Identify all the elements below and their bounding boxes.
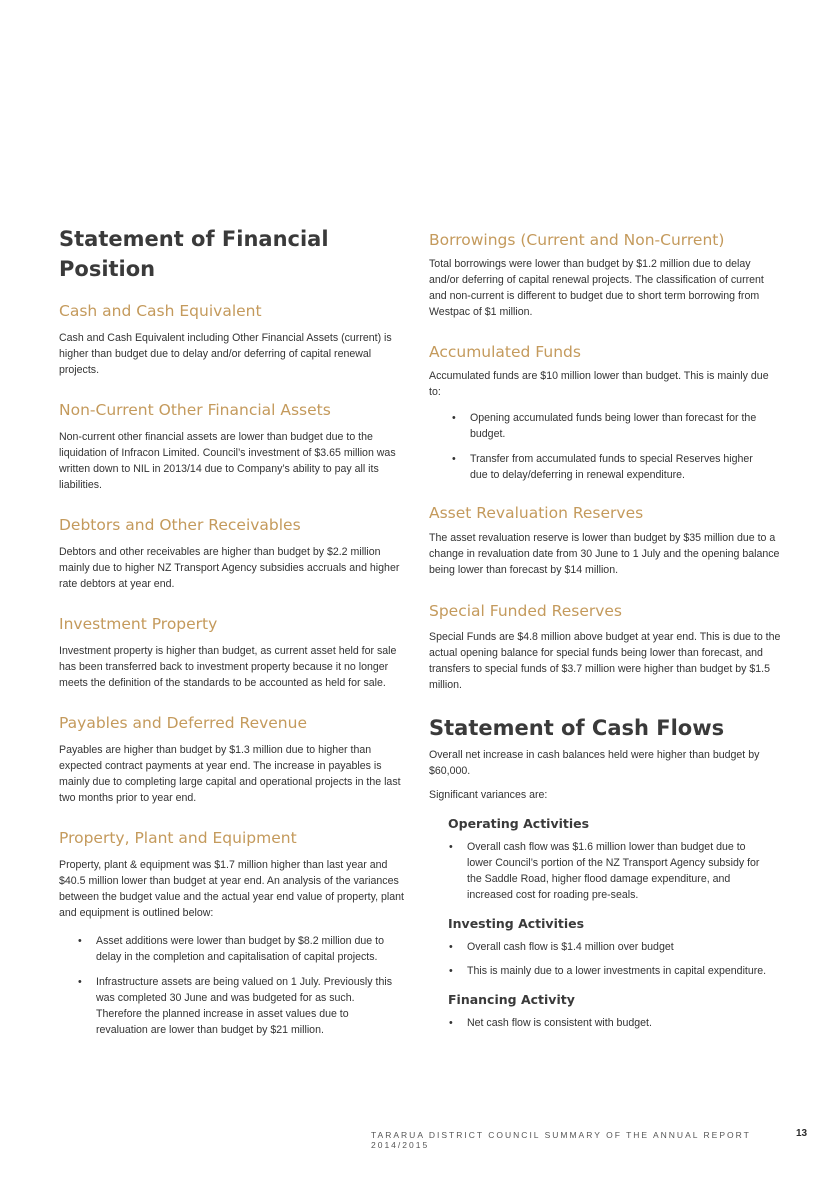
list-item: • Infrastructure assets are being valued on 1 July. Previously this was completed 30 June and was budgeted for as such. Therefore the planned increase in asset values due to revaluation are lower than budget by $21 million.: [96, 974, 396, 1038]
list-item: • Overall cash flow was $1.6 million lower than budget due to lower Council’s portion of the NZ Transport Agency subsidy for the Saddle Road, higher flood damage expenditure, and increased cost for roading pre-seals.: [467, 839, 767, 903]
page-number: 13: [796, 1128, 808, 1139]
section-text-accumulated-funds: Accumulated funds are $10 million lower than budget. This is mainly due to:: [429, 370, 769, 398]
section-text-cash: Cash and Cash Equivalent including Other Financial Assets (current) is higher than budget due to delay and/or deferring of capital renewal projects.: [59, 332, 392, 376]
investing-activities-heading: Investing Activities: [448, 916, 585, 931]
section-heading-ppe: Property, Plant and Equipment: [59, 829, 297, 847]
section-heading-special-funded: Special Funded Reserves: [429, 602, 623, 620]
section-text-investment-property: Investment property is higher than budget, as current asset held for sale has been transferred back to investment property because it no longer meets the definition of the standards to be accounted as held for sale.: [59, 645, 397, 689]
cashflow-intro: Overall net increase in cash balances held were higher than budget by $60,000.: [429, 749, 760, 777]
section-heading-cash: Cash and Cash Equivalent: [59, 302, 262, 320]
left-column: [59, 224, 409, 1038]
right-column: [429, 230, 781, 1031]
list-item: • Opening accumulated funds being lower than forecast for the budget.: [470, 410, 770, 442]
section-text-borrowings: Total borrowings were lower than budget by $1.2 million due to delay and/or deferring of capital renewal projects. The classification of current and non-current is different to budget due to short term borrowing from Westpac of $1 million.: [429, 258, 764, 318]
cashflow-title: Statement of Cash Flows: [429, 716, 725, 740]
section-heading-borrowings: Borrowings (Current and Non-Current): [429, 231, 725, 249]
section-heading-asset-revaluation: Asset Revaluation Reserves: [429, 504, 644, 522]
section-text-noncurrent-assets: Non-current other financial assets are lower than budget due to the liquidation of Infracon Limited. Council’s investment of $3.65 million was written down to NIL in 2013/14 due to Company’s ability to pay all its liabilities.: [59, 431, 396, 491]
ppe-bullet-list: [96, 933, 396, 1038]
section-text-debtors: Debtors and other receivables are higher than budget by $2.2 million mainly due to higher NZ Transport Agency subsidies accruals and higher rate debtors at year end.: [59, 546, 400, 590]
financing-activity-heading: Financing Activity: [448, 992, 575, 1007]
financing-activity-list: [467, 1015, 767, 1031]
section-text-asset-revaluation: The asset revaluation reserve is lower than budget by $35 million due to a change in revaluation date from 30 June to 1 July and the opening balance being lower than forecast by $14 million.: [429, 532, 780, 576]
section-heading-accumulated-funds: Accumulated Funds: [429, 343, 581, 361]
section-text-ppe: Property, plant & equipment was $1.7 million higher than last year and $40.5 million lower than budget at year end. An analysis of the variances between the budget value and the actual year end value of property, plant and equipment is outlined below:: [59, 859, 404, 919]
list-item: • This is mainly due to a lower investments in capital expenditure.: [467, 963, 767, 979]
section-heading-payables: Payables and Deferred Revenue: [59, 714, 307, 732]
list-item: • Overall cash flow is $1.4 million over budget: [467, 939, 767, 955]
list-item: • Net cash flow is consistent with budget.: [467, 1015, 767, 1031]
page-title: Statement of Financial Position: [59, 227, 329, 281]
section-heading-debtors: Debtors and Other Receivables: [59, 516, 301, 534]
section-text-special-funded: Special Funds are $4.8 million above budget at year end. This is due to the actual opening balance for special funds being lower than forecast, and transfers to special funds of $3.7 million were higher than budget by $1.5 million.: [429, 631, 781, 691]
cashflow-groups: [448, 815, 781, 1031]
section-heading-noncurrent-assets: Non-Current Other Financial Assets: [59, 401, 331, 419]
list-item: • Transfer from accumulated funds to special Reserves higher due to delay/deferring in renewal expenditure.: [470, 451, 770, 483]
section-heading-investment-property: Investment Property: [59, 615, 218, 633]
operating-activities-heading: Operating Activities: [448, 816, 590, 831]
list-item: • Asset additions were lower than budget by $8.2 million due to delay in the completion and capitalisation of capital projects.: [96, 933, 396, 965]
investing-activities-list: [467, 939, 767, 979]
operating-activities-list: [467, 839, 767, 903]
section-text-payables: Payables are higher than budget by $1.3 million due to higher than expected contract payments at year end. The increase in payables is mainly due to completing large capital and operational projects in the last two months prior to year end.: [59, 744, 401, 804]
cashflow-intro-2: Significant variances are:: [429, 789, 548, 801]
accumulated-funds-bullet-list: [470, 410, 770, 483]
page-footer: TARARUA DISTRICT COUNCIL SUMMARY OF THE ANNUAL REPORT 2014/2015: [371, 1130, 751, 1150]
